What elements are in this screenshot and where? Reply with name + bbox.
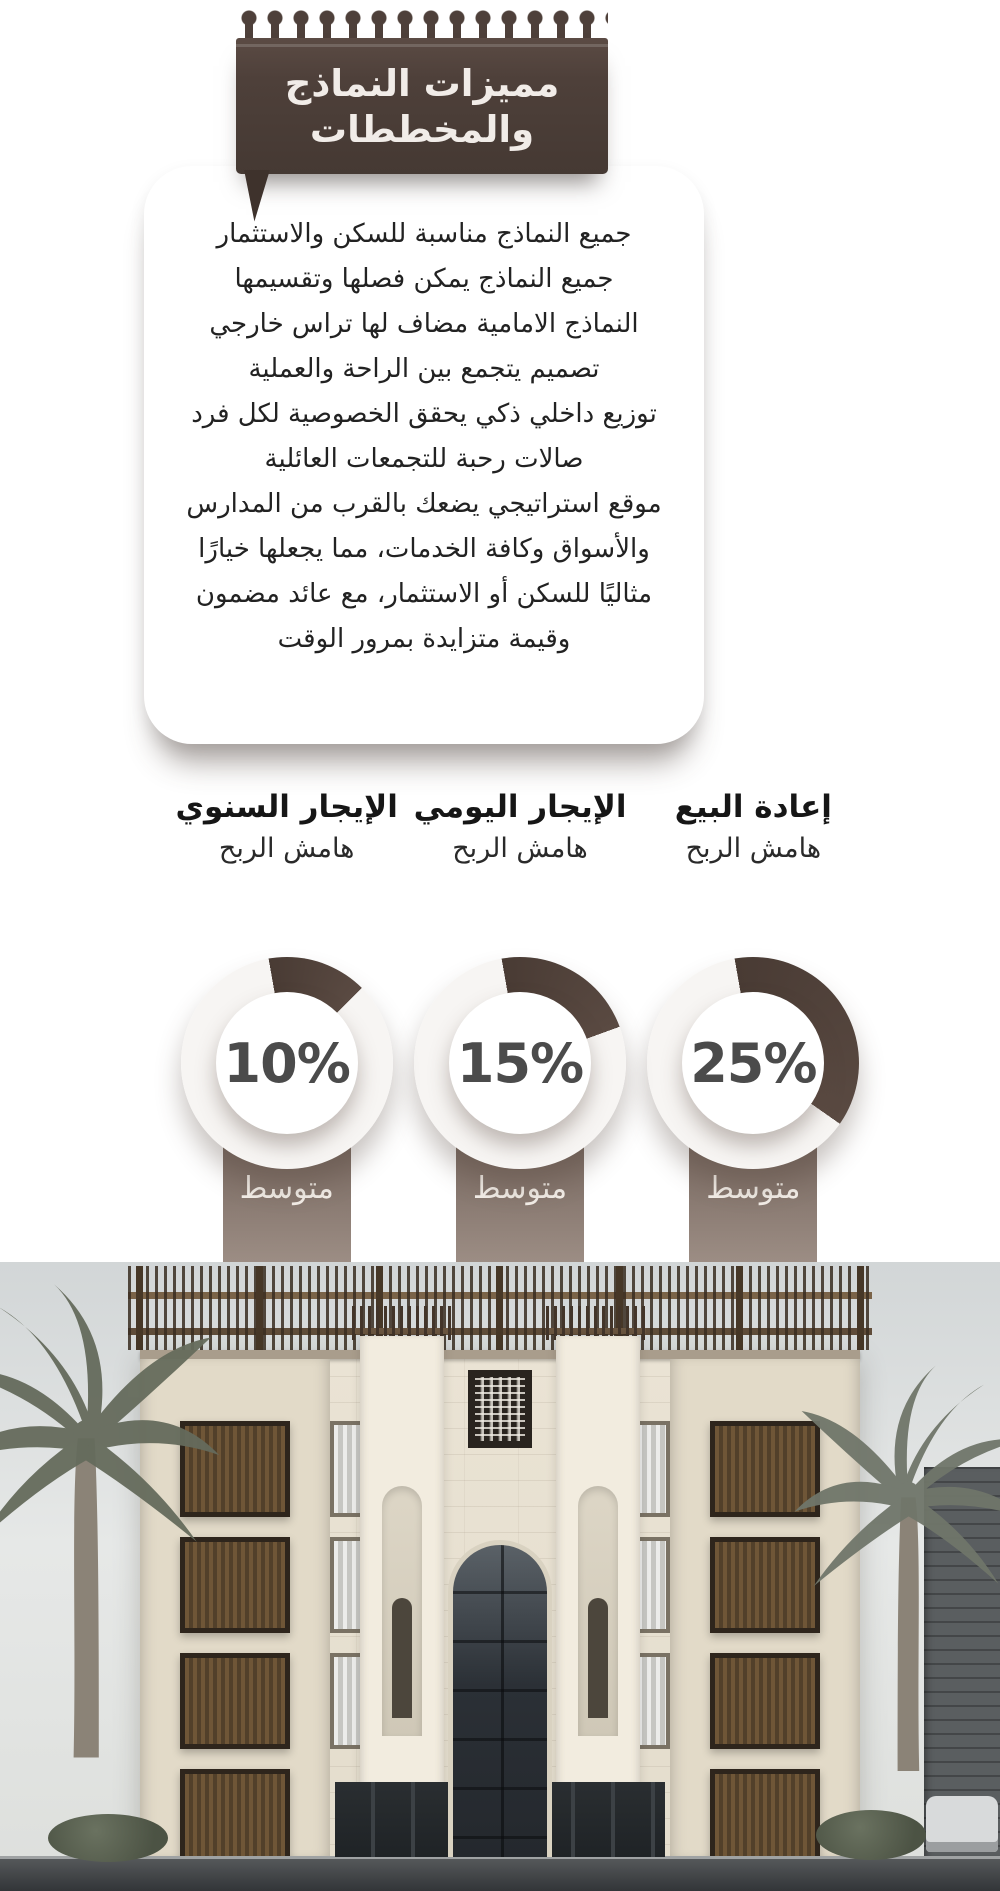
banner-seam (236, 44, 608, 47)
tower-niche (382, 1486, 422, 1736)
brand-emblem-pattern (475, 1377, 525, 1441)
chart-subtitle: هامش الربح (218, 832, 355, 864)
profit-charts-section (170, 772, 870, 1262)
chart-subtitle: هامش الربح (685, 832, 822, 864)
parapet-coping (140, 1350, 860, 1359)
rating-label: متوسط (239, 1171, 334, 1206)
plaster-tower-left (360, 1336, 444, 1857)
donut-chart-daily-rent (414, 957, 626, 1169)
chart-column-daily-rent (403, 772, 636, 1262)
niche-window (588, 1598, 608, 1718)
donut-hole (682, 992, 824, 1134)
percent-value: 15% (456, 1031, 584, 1095)
header-banner (236, 8, 608, 174)
pergola-post (736, 1266, 743, 1350)
feature-item: النماذج الامامية مضاف لها تراس خارجي (209, 308, 639, 339)
palm-tree-icon (792, 1252, 1000, 1882)
banner-title-line1: مميزات النماذج (284, 62, 560, 105)
tower-pergola (546, 1306, 646, 1340)
feature-item: توزيع داخلي ذكي يحقق الخصوصية لكل فرد (191, 398, 657, 429)
plaster-tower-right (556, 1336, 640, 1857)
feature-item: جميع النماذج مناسبة للسكن والاستثمار (216, 219, 632, 249)
chart-column-resale (637, 772, 870, 1262)
chart-subtitle: هامش الربح (452, 832, 588, 864)
niche-window (392, 1598, 412, 1718)
palm-tree-icon (0, 1152, 222, 1887)
donut-chart-resale (647, 957, 859, 1169)
brand-emblem (468, 1370, 532, 1448)
percent-value: 25% (690, 1031, 817, 1095)
pergola-post (256, 1266, 263, 1350)
donut-hole (449, 992, 591, 1134)
chart-title: الإيجار السنوي (175, 789, 398, 825)
donut-hole (216, 992, 358, 1134)
features-card (144, 166, 704, 744)
feature-item: جميع النماذج يمكن فصلها وتقسيمها (234, 263, 614, 294)
rating-label: متوسط (706, 1171, 801, 1206)
grand-arch-window (448, 1540, 552, 1857)
building-facade (140, 1350, 860, 1857)
feature-item: صالات رحبة للتجمعات العائلية (264, 443, 584, 474)
feature-item: تصميم يتجمع بين الراحة والعملية (248, 353, 600, 384)
chart-title: إعادة البيع (674, 789, 832, 825)
tower-pergola (352, 1306, 452, 1340)
banner-body (236, 38, 608, 174)
chart-title: الإيجار اليومي (413, 789, 627, 825)
pergola-post (496, 1266, 503, 1350)
rating-label: متوسط (472, 1171, 568, 1206)
feature-item: موقع استراتيجي يضعك بالقرب من المدارس والأسواق وكافة الخدمات، مما يجعلها خيارًا مثاليًا للسكن أو الاستثمار، مع عائد مضمون وقيمة متزايدة بمرور الوقت (186, 488, 662, 654)
percent-value: 10% (223, 1031, 350, 1095)
donut-chart-annual-rent (181, 957, 393, 1169)
banner-title-line2: والمخططات (309, 108, 535, 152)
tower-niche (578, 1486, 618, 1736)
banner-crenellation (236, 8, 608, 38)
